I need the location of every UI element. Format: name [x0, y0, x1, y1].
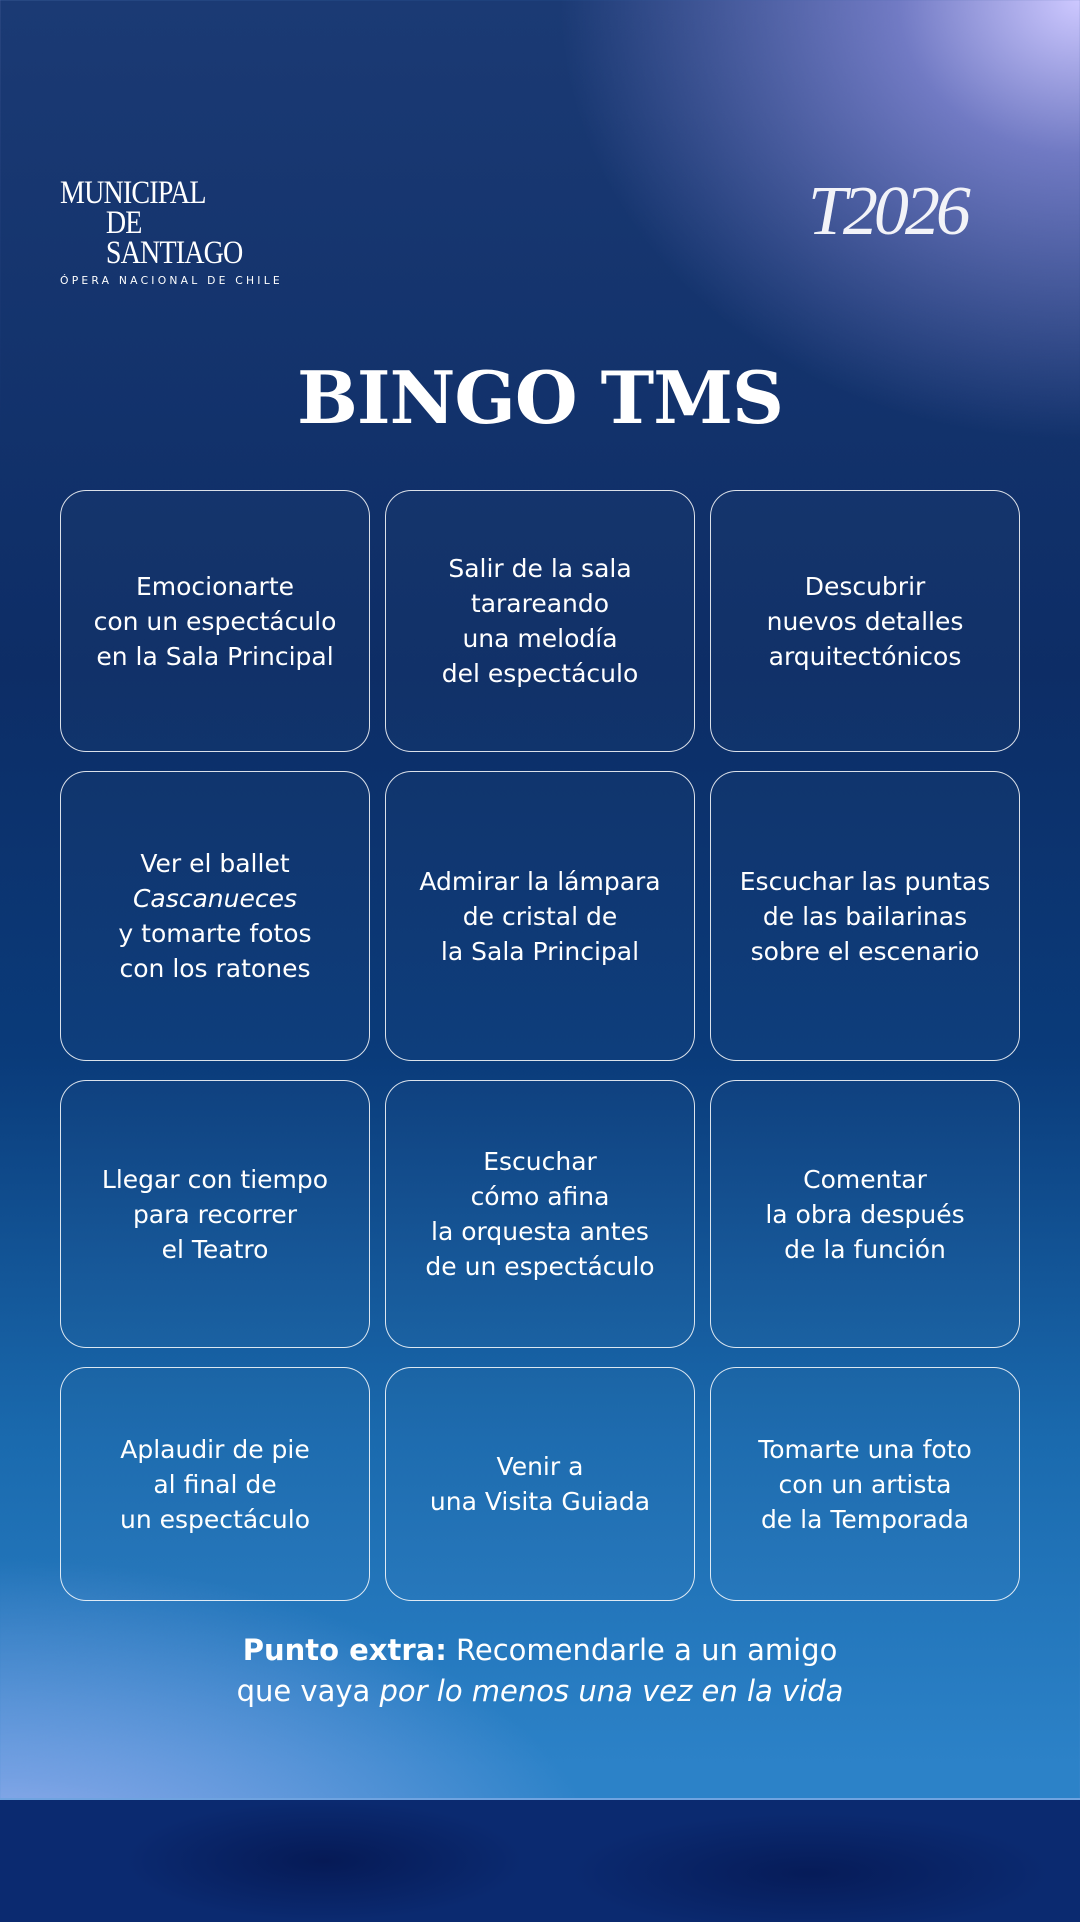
- logo-line-3: SANTIAGO: [105, 235, 243, 271]
- logo-line-2: DE: [105, 205, 142, 241]
- bingo-card: [710, 1080, 1020, 1348]
- card-text: y tomarte fotos con los ratones: [118, 919, 312, 983]
- logo-subtitle: ÓPERA NACIONAL DE CHILE: [60, 274, 283, 287]
- bingo-card: [385, 1080, 695, 1348]
- bingo-card: [60, 1367, 370, 1601]
- bingo-card: [385, 490, 695, 752]
- bingo-card: [60, 1080, 370, 1348]
- card-text: Tomarte una foto con un artista de la Temporada: [758, 1434, 972, 1534]
- card-text-italic: Cascanueces: [132, 884, 298, 913]
- extra-text-2: que vaya: [236, 1674, 371, 1708]
- card-text: Descubrir nuevos detalles arquitectónicos: [766, 571, 964, 671]
- card-text: Admirar la lámpara de cristal de la Sala Principal: [419, 866, 661, 966]
- municipal-de-santiago-logo: [60, 175, 283, 288]
- extra-text-2-italic: por lo menos una vez en la vida: [379, 1674, 844, 1708]
- card-text: Llegar con tiempo para recorrer el Teatro: [101, 1164, 329, 1264]
- bingo-grid: [60, 490, 1020, 1601]
- extra-text-1: Recomendarle a un amigo: [456, 1633, 838, 1667]
- extra-label: Punto extra:: [242, 1633, 447, 1667]
- card-text: Aplaudir de pie al final de un espectáculo: [120, 1434, 310, 1534]
- extra-point: [0, 1630, 1080, 1712]
- bingo-card: [60, 771, 370, 1061]
- card-text: Escuchar cómo afina la orquesta antes de un espectáculo: [425, 1147, 655, 1281]
- season-logo: T2026: [808, 173, 967, 250]
- footer-band: [0, 1798, 1080, 1922]
- card-text: Comentar la obra después de la función: [765, 1164, 965, 1264]
- card-text: Emocionarte con un espectáculo en la Sala Principal: [93, 571, 337, 671]
- bingo-card: [710, 771, 1020, 1061]
- bingo-card: [385, 771, 695, 1061]
- card-text: Venir a una Visita Guiada: [429, 1452, 651, 1516]
- card-text: Escuchar las puntas de las bailarinas sobre el escenario: [739, 866, 991, 966]
- logo-line-1: MUNICIPAL: [60, 175, 206, 211]
- bingo-card: [710, 490, 1020, 752]
- card-text: Ver el ballet: [140, 849, 290, 878]
- bingo-card: [710, 1367, 1020, 1601]
- page-title: BINGO TMS: [297, 355, 783, 440]
- bingo-card: [60, 490, 370, 752]
- bingo-card: [385, 1367, 695, 1601]
- card-text: Salir de la sala tarareando una melodía del espectáculo: [441, 554, 639, 688]
